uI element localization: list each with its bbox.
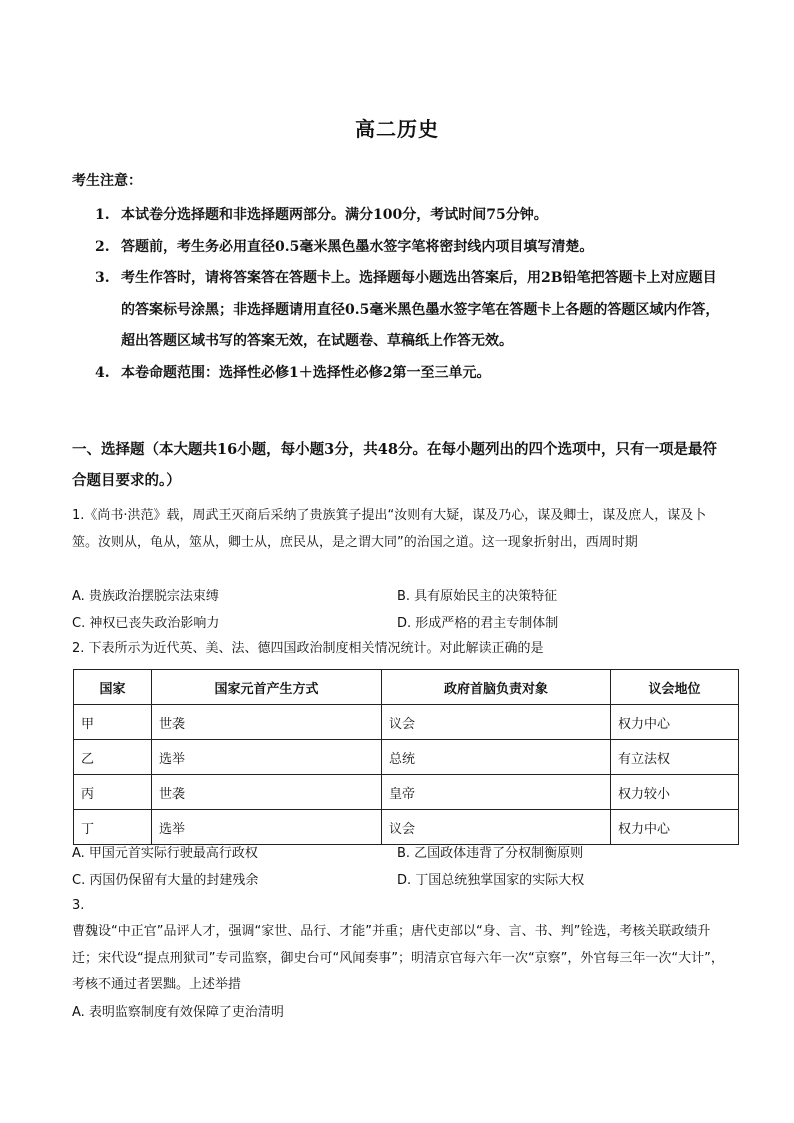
table-cell: 选举 [152,810,382,845]
option-c[interactable]: C. 丙国仍保留有大量的封建残余 [72,873,259,888]
notice-list [95,200,725,389]
question-1-stem: 1.《尚书·洪范》载，周武王灭商后采纳了贵族箕子提出“汝则有大疑，谋及乃心，谋及卿士，谋及庶人，谋及卜筮。汝则从，龟从，筮从，卿士从，庶民从，是之谓大同”的治国之道。这一现象折射出，西周时期 [72,508,707,550]
notice-item [95,200,725,232]
option-a[interactable]: A. 甲国元首实际行驶最高行政权 [72,846,258,861]
notice-item-text: 本试卷分选择题和非选择题两部分。满分100分，考试时间75分钟。 [121,207,548,223]
notice-item-number: 2. [95,238,110,255]
question-3-options [72,999,727,1026]
table-cell: 权力中心 [611,705,739,740]
page-title: 高二历史 [355,117,439,141]
notice-item-text: 答题前，考生务必用直径0.5毫米黑色墨水签字笔将密封线内项目填写清楚。 [121,238,594,255]
political-systems-table [73,669,739,845]
question-2-stem: 2. 下表所示为近代英、美、法、德四国政治制度相关情况统计。对此解读正确的是 [72,641,544,656]
table-cell: 乙 [74,740,152,775]
notice-item-number: 3. [95,270,110,286]
notice-heading: 考生注意： [72,173,142,189]
section-heading: 一、选择题（本大题共16小题，每小题3分，共48分。在每小题列出的四个选项中，只有一项是最符合题目要求的。） [72,441,717,489]
option-d[interactable]: D. 丁国总统独掌国家的实际大权 [397,873,585,888]
question-3-stem: 曹魏设“中正官”品评人才，强调“家世、品行、才能”并重；唐代吏部以“身、言、书、判”铨选，考核关联政绩升迁；宋代设“提点刑狱司”专司监察，御史台可“风闻奏事”；明清京官每六年一次“京察”，外官每三年一次“大计”，考核不通过者罢黜。上述举措 [72,924,724,992]
notice-item [95,263,725,358]
table-row [74,705,739,740]
option-c[interactable]: C. 神权已丧失政治影响力 [72,616,220,631]
table-cell: 世袭 [152,775,382,810]
notice-item [95,358,725,390]
option-b[interactable]: B. 具有原始民主的决策特征 [397,589,558,604]
table-cell: 丁 [74,810,152,845]
table-cell: 皇帝 [382,775,611,810]
table-cell: 有立法权 [611,740,739,775]
table-header-cell: 议会地位 [611,670,739,705]
table-cell: 选举 [152,740,382,775]
table-cell: 丙 [74,775,152,810]
table-cell: 权力中心 [611,810,739,845]
table-cell: 世袭 [152,705,382,740]
table-cell: 权力较小 [611,775,739,810]
table-cell: 甲 [74,705,152,740]
table-cell: 总统 [382,740,611,775]
notice-item-text: 本卷命题范围：选择性必修1＋选择性必修2第一至三单元。 [121,364,491,381]
table-header-cell: 国家 [74,670,152,705]
table-cell: 议会 [382,705,611,740]
option-b[interactable]: B. 乙国政体违背了分权制衡原则 [397,846,584,861]
notice-item-text: 考生作答时，请将答案答在答题卡上。选择题每小题选出答案后，用2B铅笔把答题卡上对应题目的答案标号涂黑；非选择题请用直径0.5毫米黑色墨水签字笔在答题卡上各题的答题区域内作答，超出答题区域书写的答案无效，在试题卷、草稿纸上作答无效。 [121,270,720,349]
table-header-cell: 国家元首产生方式 [152,670,382,705]
option-d[interactable]: D. 形成严格的君主专制体制 [397,616,559,631]
table-cell: 议会 [382,810,611,845]
question-3-number: 3. [72,898,85,913]
notice-item [95,232,725,264]
option-a[interactable]: A. 贵族政治摆脱宗法束缚 [72,589,219,604]
option-a[interactable]: A. 表明监察制度有效保障了吏治清明 [72,1005,284,1020]
table-header-row [74,670,739,705]
notice-item-number: 1. [95,207,110,223]
table-header-cell: 政府首脑负责对象 [382,670,611,705]
question-2-options [72,840,727,894]
table-row [74,740,739,775]
question-1-options [72,583,727,637]
table-row [74,775,739,810]
notice-item-number: 4. [95,364,110,381]
